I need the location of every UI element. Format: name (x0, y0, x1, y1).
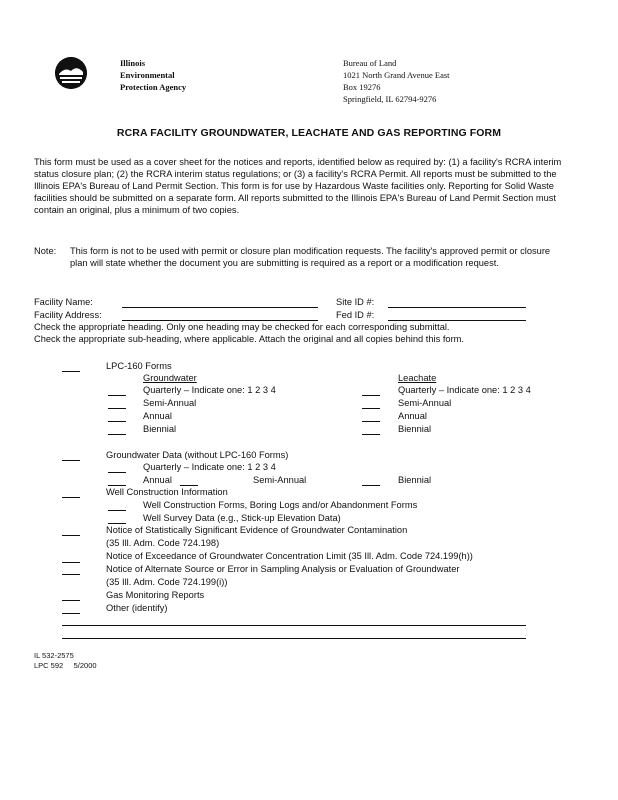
form-revision: LPC 592 5/2000 (34, 661, 97, 670)
gw-data-annual-label: Annual (143, 475, 172, 485)
gw-data-quarterly-checkbox[interactable] (108, 472, 126, 473)
well-survey-label: Well Survey Data (e.g., Stick-up Elevation Data) (143, 513, 341, 523)
fed-id-field[interactable] (388, 320, 526, 321)
form-footer (34, 651, 97, 671)
illinois-epa-logo (55, 57, 87, 89)
leachate-quarterly-label: Quarterly – Indicate one: 1 2 3 4 (398, 385, 531, 395)
leachate-quarterly-checkbox[interactable] (362, 395, 380, 396)
contamination-notice-citation: (35 Ill. Adm. Code 724.198) (106, 538, 220, 548)
other-identify-line[interactable] (62, 638, 526, 639)
gw-data-semi-annual-label: Semi-Annual (253, 475, 307, 485)
leachate-biennial-label: Biennial (398, 424, 432, 434)
agency-name: Illinois Environmental Protection Agency (120, 58, 187, 92)
well-construction-checkbox[interactable] (62, 497, 80, 498)
gw-biennial-checkbox[interactable] (108, 434, 126, 435)
site-id-label: Site ID #: (336, 297, 375, 307)
alternate-source-checkbox[interactable] (62, 574, 80, 575)
facility-name-label: Facility Name: (34, 297, 93, 307)
site-id-field[interactable] (388, 307, 526, 308)
instruction-line: Check the appropriate sub-heading, where applicable. Attach the original and all copies behind this form. (34, 334, 464, 344)
gw-quarterly-label: Quarterly – Indicate one: 1 2 3 4 (143, 385, 276, 395)
gw-data-biennial-checkbox[interactable] (362, 485, 380, 486)
contamination-notice-checkbox[interactable] (62, 535, 80, 536)
groundwater-subheading: Groundwater (143, 373, 197, 383)
leachate-annual-checkbox[interactable] (362, 421, 380, 422)
form-number: IL 532-2575 (34, 651, 74, 660)
gw-annual-checkbox[interactable] (108, 421, 126, 422)
note-paragraph: This form is not to be used with permit or closure plan modification requests. The facility's approved permit or closure plan will state whether the document you are submitting is required as a report or a modification request. (70, 246, 551, 268)
facility-address-field[interactable] (122, 320, 318, 321)
fed-id-label: Fed ID #: (336, 310, 375, 320)
leachate-subheading: Leachate (398, 373, 437, 383)
agency-address: Bureau of Land 1021 North Grand Avenue East Box 19276 Springfield, IL 62794-9276 (343, 58, 450, 104)
gw-semi-annual-label: Semi-Annual (143, 398, 197, 408)
leachate-biennial-checkbox[interactable] (362, 434, 380, 435)
exceedance-notice-checkbox[interactable] (62, 562, 80, 563)
gw-semi-annual-checkbox[interactable] (108, 408, 126, 409)
facility-name-field[interactable] (122, 307, 318, 308)
lpc160-checkbox[interactable] (62, 371, 80, 372)
facility-address-label: Facility Address: (34, 310, 102, 320)
alternate-source-label: Notice of Alternate Source or Error in Sampling Analysis or Evaluation of Groundwater (106, 564, 460, 574)
well-survey-checkbox[interactable] (108, 523, 126, 524)
gw-data-quarterly-label: Quarterly – Indicate one: 1 2 3 4 (143, 462, 276, 472)
form-title: RCRA FACILITY GROUNDWATER, LEACHATE AND GAS REPORTING FORM (116, 127, 502, 139)
instruction-line: Check the appropriate heading. Only one heading may be checked for each corresponding submittal. (34, 322, 450, 332)
lpc160-heading: LPC-160 Forms (106, 361, 172, 371)
gw-data-annual-blank-left[interactable] (108, 485, 126, 486)
gw-data-biennial-label: Biennial (398, 475, 432, 485)
gw-data-heading: Groundwater Data (without LPC-160 Forms) (106, 450, 289, 460)
gw-data-annual-checkbox[interactable] (180, 485, 198, 486)
gw-annual-label: Annual (143, 411, 172, 421)
other-identify-line[interactable] (62, 625, 526, 626)
exceedance-notice-label: Notice of Exceedance of Groundwater Concentration Limit (35 Ill. Adm. Code 724.199(h)) (106, 551, 473, 561)
contamination-notice-label: Notice of Statistically Significant Evidence of Groundwater Contamination (106, 525, 408, 535)
other-checkbox[interactable] (62, 613, 80, 614)
gas-monitoring-checkbox[interactable] (62, 600, 80, 601)
well-forms-label: Well Construction Forms, Boring Logs and/or Abandonment Forms (143, 500, 418, 510)
other-label: Other (identify) (106, 603, 168, 613)
leachate-semi-annual-checkbox[interactable] (362, 408, 380, 409)
leachate-semi-annual-label: Semi-Annual (398, 398, 452, 408)
leachate-annual-label: Annual (398, 411, 427, 421)
well-construction-heading: Well Construction Information (106, 487, 228, 497)
gas-monitoring-label: Gas Monitoring Reports (106, 590, 205, 600)
note-label: Note: (34, 246, 57, 256)
alternate-source-citation: (35 Ill. Adm. Code 724.199(i)) (106, 577, 228, 587)
gw-biennial-label: Biennial (143, 424, 177, 434)
intro-paragraph: This form must be used as a cover sheet for the notices and reports, identified below as required by: (1) a facility's RCRA interim status closure plan; (2) the RCRA interim status regulations; or (3) a facility's RCRA Permit. All reports must be submitted to the Illinois EPA's Bureau of Land Permit Section. This form is for use by Hazardous Waste facilities only. Reporting for Solid Waste facilities should be submitted on a separate form. All reports submitted to the Illinois EPA's Bureau of Land Permit Section must contain an original, plus a minimum of two copies. (34, 157, 562, 215)
well-forms-checkbox[interactable] (108, 510, 126, 511)
gw-quarterly-checkbox[interactable] (108, 395, 126, 396)
gw-data-checkbox[interactable] (62, 460, 80, 461)
